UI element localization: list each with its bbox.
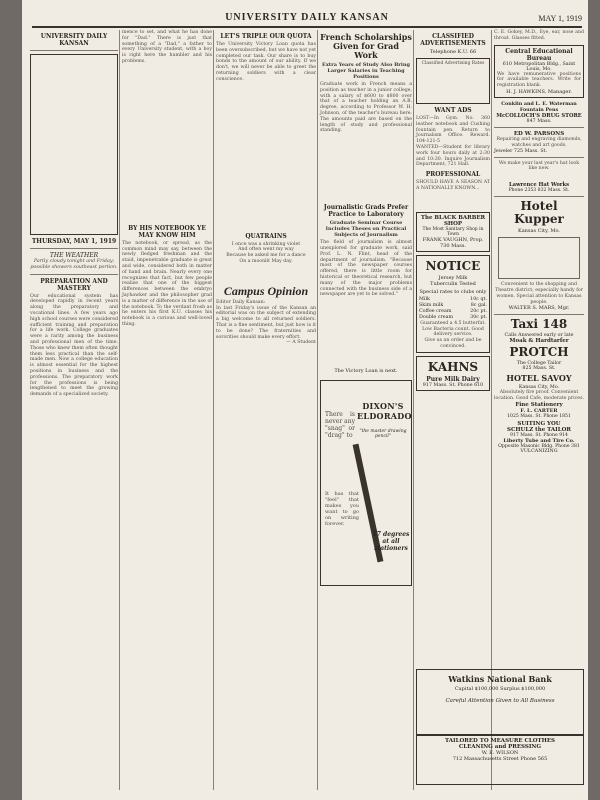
jeweler-line: Jeweler 725 Mass. St. [494,148,548,154]
mccolloch-name: McCOLLOCH'S DRUG STORE [496,112,582,119]
protch-subtitle: The College Tailor [516,361,562,367]
kahns-subtitle: Pure Milk Dairy [426,375,480,383]
notebook-headline: BY HIS NOTEBOOK YE MAY KNOW HIM [128,224,206,239]
dixon-left-text: There is never any "snag" or "drag" to [325,411,357,440]
divider [494,157,584,158]
newspaper-page [22,0,588,800]
milk-price-list [419,297,487,321]
savoy-name: HOTEL SAVOY [506,373,572,384]
editorial-headline: PREPARATION AND MASTERY [40,277,108,292]
divider [494,127,584,128]
divider [30,274,118,275]
liberty-name: Liberty Tube and Tire Co. [503,437,575,444]
column-rule [119,30,120,790]
french-deck: Extra Years of Study Also Bring Larger Salaries in Teaching Positions [322,62,410,80]
divider [30,248,118,249]
divider [30,50,118,51]
classified-telephone: Telephone K.U. 66 [429,49,477,55]
gokey-ad: C. E. Gokey, M.D., Eye, ear, nose and throat. Glasses fitted. [494,30,586,41]
column-4 [320,30,412,790]
price-item: Milk [419,296,430,302]
jersey-milk: Jersey Milk [438,274,468,281]
price-value: 30c pt. [470,314,487,320]
masthead-title: UNIVERSITY DAILY KANSAN [225,12,389,23]
quota-text: The University Victory Loan quota has been oversubscribed, but we have not yet completed our task. Our share is to buy bonds to the amount of our ability. If we don't, we will never be able to greet the returning soldiers with a clear conscience. [216,42,316,82]
carter-address: 1025 Mass. St. Phone 1851 [507,413,571,419]
bureau-address: 610 Metropolitan Bldg., Saint Louis, Mo. [502,61,576,72]
special-rates: Special rates to clubs only [419,288,487,295]
article-text: mence to set, and what he has done for "Dad." There is just that something of a "Dad," a father to every University student, with a boy is right here the humbler and his problems. [122,30,212,64]
divider [494,196,584,197]
milk-trial: Give us an order and be convinced. [424,338,484,349]
campus-opinion-heading: Campus Opinion [223,283,309,298]
notice-heading: NOTICE [425,258,481,273]
journalism-deck: Graduate Seminar Course Includes Theses on Practical Subjects of Journalism [325,220,407,239]
column-1 [30,30,118,790]
bureau-name: Central Educational Bureau [505,47,573,62]
editorial-text: Our educational system has developed rapidly in recent years along the preparatory and vocational lines. A few years ago high school courses were considered sufficient training and preparation for a life work. College graduates were a rarity among the business and professional men of the time. Those who knew them often thought them less practical than the self-made men. Now a college education is almost essential for the highest positions in business and the professions. The preparatory work for the professions is being lengthened to meet the growing demands of a specialized society. [30,293,118,398]
masthead [32,12,582,28]
victory-loan-note: The Victory Loan is next. [334,368,398,375]
french-headline: French Scholarships Given for Grad Work [320,32,412,60]
wilson-line2: CLEANING and PRESSING [458,744,542,750]
quota-headline: LET'S TRIPLE OUR QUOTA [220,33,312,40]
nameplate: UNIVERSITY DAILY KANSAN [40,33,108,47]
hotel-kupper-manager: WALTER S. MARS, Mgr. [508,305,570,312]
dixon-right-text: It has that "feel" that makes you want to go on writing forever. [325,491,361,528]
wilson-name: W. E. WILSON [481,750,519,756]
savoy-city: Kansas City, Mo. [518,385,560,391]
price-item: Double cream [419,314,454,320]
kahns-address: 917 Mass. St. Phone 610 [422,382,484,388]
masthead-date: MAY 1, 1919 [538,14,582,23]
price-item: Coffee cream [419,308,452,314]
journalism-headline: Journalistic Grads Prefer Practice to Laboratory [323,204,409,219]
want-ad-lost: LOST—In Gym. No. 360 leather notebook and Cushing fountain pen. Return to Journalism Office. Reward. 104-121-5 [416,116,490,145]
weather-heading: THE WEATHER [49,252,99,259]
hotel-kupper-text: Convenient to the shopping and Theatre district; especially handy for women. Special attention to Kansas people. [495,282,585,305]
poem-text: I once was a shrinking violet And often went my way Because be asked me for a dance On a moonlit May day. [226,241,306,264]
savoy-text: Absolutely fire proof. Convenient location. Good Cafe, moderate prices. [494,390,584,402]
barber-shop-name: The BLACK BARBER SHOP [420,214,486,227]
tuberculin-tested: Tuberculin Tested [430,280,476,287]
poem-title: QUATRAINS [245,232,287,240]
suiting-heading: SUITING YOU [517,420,561,427]
column-3 [216,30,316,790]
rates-heading: Classified Advertising Rates [421,61,485,66]
issue-date: THURSDAY, MAY 1, 1919 [31,238,117,245]
wilson-line1: TAILORED TO MEASURE CLOTHES [444,738,556,744]
price-row [419,315,487,321]
hat-works-name: Lawrence Hat Works [508,182,570,189]
schulz-address: 917 Mass. St. Phone 914 [510,432,568,438]
divider [494,314,584,315]
hotel-kupper-city: Kansas City, Mo. [517,228,561,235]
protch-address: 825 Mass. St. [522,366,556,372]
bureau-ad [494,45,584,98]
wilson-tailor-ad [416,735,584,785]
want-ad-wanted: WANTED—Student for library work four hours daily at 2:30 and 10:30. Inquire Journalism Department, 721 Hall. [416,144,490,168]
opinion-signature: — A Student [286,340,316,346]
weather-text: Partly cloudy tonight and Friday; possible showers southeast portion. [30,259,118,270]
kahns-name: KAHNS [427,359,479,374]
column-rule [413,30,414,790]
dixon-logo: DIXON'S ELDORADO [357,401,412,422]
parsons-text: Repairing and engraving diamonds, watches and art goods. [496,136,584,148]
barber-shop-ad [416,212,490,252]
wilson-address: 712 Massachusetts Street Phone 565 [452,756,548,762]
watkins-bank-ad [416,669,584,735]
price-value: 8c gal. [470,302,487,308]
hotel-kupper-name: Hotel Kupper [514,199,564,227]
staff-box [30,54,118,235]
kahns-ad [416,356,490,391]
column-2 [122,30,212,790]
stationery-heading: Fine Stationery [515,401,563,408]
schulz-name: SCHULZ the TAILOR [507,426,571,433]
watkins-slogan: Careful Attention Given to All Business [445,698,555,704]
protch-name: PROTCH [509,345,569,360]
price-value: 10c qt. [470,296,487,302]
hat-text: We make your last year's hat look like new. [498,160,581,172]
carter-name: F. L. CARTER [520,407,558,414]
french-text: Graduate work in French means a position as teacher in a junior college, with a salary of $600 to $800 over that of a teacher holding an A.B. degree, according to Professor W. H. Johnson, of the teacher's bureau here. The amounts paid are based on the length of study and professional standing. [320,82,412,134]
taxi-number: Taxi 148 [510,317,568,332]
liberty-service: VULCANIZING [520,448,558,454]
bureau-manager: H. J. HAWKINS, Manager. [506,88,572,95]
want-ads-heading: WANT ADS [434,107,472,114]
price-value: 20c pt. [470,308,487,314]
liberty-address: Opposite Masonic Bldg. Phone 381 [498,443,580,449]
mccolloch-address: 847 Mass. [526,118,552,124]
barber-shop-owner: FRANK VAUGHN, Prop. 730 Mass. [422,236,484,249]
milk-guarantee: Guaranteed a 4.5 butterfat. Low Bacteria count. Good delivery service. [420,320,488,338]
notebook-text: The notebook, or spread, as the common mind may say, between the newly fledged freshman and the staid, impenetrable graduate is great and wide, considered both in matter of hand and brain. Nearly every one recognizes that fact, but few people realize that one of the biggest differences between the embryo Jayhawker and the philosopher grad is a matter of difference in the use of the notebook. To the verdant frosh as he enters his first K.U. classes his notebook is a curious and well-loved thing. [122,240,212,327]
rates-box [416,58,490,104]
taxi-text: Calls Answered early or late [504,333,574,339]
dixon-ad [320,380,412,586]
dixon-degrees: 17 degrees at all stationers [372,531,410,553]
hotel-building-illustration [498,237,580,279]
taxi-company: Moak & Hardtarfer [509,338,569,345]
bureau-text: We have remunerative positions for available teachers. Write for registration blank. [497,71,583,89]
watkins-name: Watkins National Bank [448,674,552,684]
classified-heading: CLASSIFIED ADVERTISEMENTS [420,33,486,47]
watkins-capital: Capital $100,000 Surplus $100,000 [454,686,546,692]
hat-works-address: Phone 2353 832 Mass. St. [508,188,570,194]
conklin-ad: Conklin and L. E. Waterman Fountain Pens [501,100,577,113]
price-item: Skim milk [419,302,444,308]
barber-shop-tagline: The Most Sanitary Shop in Town [422,226,484,237]
opinion-text: Editor Daily Kansan: In last Friday's issue of the Kansan an editorial was on the subject of extending a big welcome to all returned soldiers. That is a fine sentiment, but just how is it to be done? The fraternities and sororities should make every effort. [216,299,316,340]
column-rule [213,30,214,790]
parsons-name: ED W. PARSONS [513,130,565,137]
milk-notice-ad [416,255,490,353]
dixon-tagline: "the master drawing pencil" [359,429,407,440]
professional-heading: PROFESSIONAL [425,171,481,179]
journalism-text: The field of journalism is almost unexplored for graduate work, said Prof. L. N. Flint, head of the department of journalism. "Because most of the newspaper courses offered, there is little room for historical or theoretical research, but many of the major problems connected with the business side of a newspaper are yet to be solved." [320,240,412,298]
professional-text: SHOULD HAVE A SEASON AT A NATIONALLY KNOWN... [416,180,490,191]
column-rule [317,30,318,790]
